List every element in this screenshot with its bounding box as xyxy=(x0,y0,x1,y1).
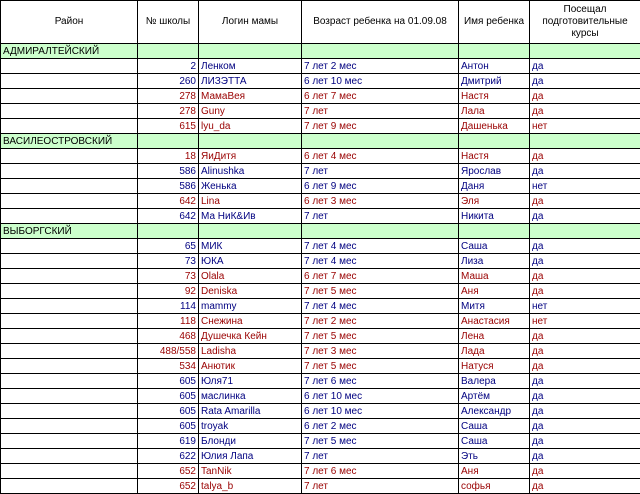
mother-login: Юля71 xyxy=(199,374,302,389)
district-cell xyxy=(1,254,138,269)
courses-attended: да xyxy=(530,434,640,449)
child-age: 6 лет 3 мес xyxy=(302,194,459,209)
courses-attended: да xyxy=(530,89,640,104)
district-row xyxy=(1,224,640,239)
mother-login: ЛИЗЭТТА xyxy=(199,74,302,89)
courses-attended: нет xyxy=(530,119,640,134)
table-row xyxy=(1,299,640,314)
school-number: 468 xyxy=(138,329,199,344)
district-cell xyxy=(1,194,138,209)
school-number: 278 xyxy=(138,104,199,119)
district-cell xyxy=(1,149,138,164)
child-age: 6 лет 9 мес xyxy=(302,179,459,194)
mother-login: Ленком xyxy=(199,59,302,74)
district-empty-cell xyxy=(302,44,459,59)
courses-attended: да xyxy=(530,254,640,269)
header-district: Район xyxy=(1,1,138,44)
district-cell xyxy=(1,74,138,89)
mother-login: Снежина xyxy=(199,314,302,329)
child-name: Артём xyxy=(459,389,530,404)
courses-attended: да xyxy=(530,464,640,479)
courses-attended: нет xyxy=(530,314,640,329)
school-number: 605 xyxy=(138,374,199,389)
child-name: Даня xyxy=(459,179,530,194)
child-name: Настя xyxy=(459,149,530,164)
table-row xyxy=(1,254,640,269)
child-age: 7 лет 4 мес xyxy=(302,239,459,254)
district-row xyxy=(1,134,640,149)
child-name: Саша xyxy=(459,419,530,434)
school-number: 73 xyxy=(138,254,199,269)
table-body xyxy=(1,44,640,494)
courses-attended: да xyxy=(530,164,640,179)
school-number: 586 xyxy=(138,164,199,179)
district-empty-cell xyxy=(459,134,530,149)
child-name: Дашенька xyxy=(459,119,530,134)
child-age: 7 лет 9 мес xyxy=(302,119,459,134)
child-name: Ярослав xyxy=(459,164,530,179)
school-number: 260 xyxy=(138,74,199,89)
district-cell xyxy=(1,269,138,284)
district-cell xyxy=(1,404,138,419)
header-school: № школы xyxy=(138,1,199,44)
table-row xyxy=(1,314,640,329)
district-cell xyxy=(1,59,138,74)
district-empty-cell xyxy=(138,44,199,59)
table-row xyxy=(1,329,640,344)
child-age: 7 лет xyxy=(302,104,459,119)
mother-login: Ма НиК&Ив xyxy=(199,209,302,224)
courses-attended: да xyxy=(530,104,640,119)
table-row xyxy=(1,449,640,464)
school-number: 615 xyxy=(138,119,199,134)
school-number: 534 xyxy=(138,359,199,374)
district-empty-cell xyxy=(138,134,199,149)
district-cell xyxy=(1,449,138,464)
table-row xyxy=(1,104,640,119)
child-name: софья xyxy=(459,479,530,494)
courses-attended: да xyxy=(530,209,640,224)
district-empty-cell xyxy=(459,44,530,59)
child-name: Натуся xyxy=(459,359,530,374)
table-row xyxy=(1,344,640,359)
district-empty-cell xyxy=(530,44,640,59)
mother-login: Женька xyxy=(199,179,302,194)
school-number: 652 xyxy=(138,479,199,494)
table-row xyxy=(1,89,640,104)
district-cell xyxy=(1,314,138,329)
header-child: Имя ребенка xyxy=(459,1,530,44)
child-age: 7 лет 3 мес xyxy=(302,344,459,359)
child-name: Анастасия xyxy=(459,314,530,329)
district-empty-cell xyxy=(199,134,302,149)
child-name: Эля xyxy=(459,194,530,209)
header-courses: Посещал подготовительные курсы xyxy=(530,1,640,44)
school-number: 605 xyxy=(138,404,199,419)
district-empty-cell xyxy=(302,134,459,149)
district-cell xyxy=(1,329,138,344)
child-age: 7 лет xyxy=(302,449,459,464)
child-age: 7 лет 5 мес xyxy=(302,329,459,344)
school-number: 92 xyxy=(138,284,199,299)
child-age: 6 лет 10 мес xyxy=(302,404,459,419)
table-row xyxy=(1,164,640,179)
district-empty-cell xyxy=(530,224,640,239)
mother-login: Ladisha xyxy=(199,344,302,359)
child-name: Митя xyxy=(459,299,530,314)
table-row xyxy=(1,149,640,164)
child-age: 7 лет xyxy=(302,164,459,179)
child-age: 6 лет 10 мес xyxy=(302,74,459,89)
district-cell xyxy=(1,344,138,359)
child-age: 7 лет 5 мес xyxy=(302,359,459,374)
school-number: 605 xyxy=(138,389,199,404)
child-age: 7 лет 5 мес xyxy=(302,434,459,449)
courses-attended: да xyxy=(530,344,640,359)
table-row xyxy=(1,269,640,284)
mother-login: Блонди xyxy=(199,434,302,449)
courses-attended: да xyxy=(530,479,640,494)
district-name: ВАСИЛЕОСТРОВСКИЙ xyxy=(1,134,138,149)
courses-attended: да xyxy=(530,404,640,419)
table-row xyxy=(1,389,640,404)
district-cell xyxy=(1,284,138,299)
district-cell xyxy=(1,104,138,119)
mother-login: Olala xyxy=(199,269,302,284)
school-number: 2 xyxy=(138,59,199,74)
header-age: Возраст ребенка на 01.09.08 xyxy=(302,1,459,44)
child-name: Александр xyxy=(459,404,530,419)
district-cell xyxy=(1,179,138,194)
district-cell xyxy=(1,164,138,179)
courses-attended: да xyxy=(530,449,640,464)
courses-attended: да xyxy=(530,149,640,164)
district-cell xyxy=(1,419,138,434)
district-empty-cell xyxy=(530,134,640,149)
child-name: Аня xyxy=(459,464,530,479)
district-cell xyxy=(1,209,138,224)
district-cell xyxy=(1,389,138,404)
table-row xyxy=(1,284,640,299)
district-name: ВЫБОРГСКИЙ xyxy=(1,224,138,239)
district-empty-cell xyxy=(459,224,530,239)
table-row xyxy=(1,404,640,419)
school-number: 18 xyxy=(138,149,199,164)
school-number: 586 xyxy=(138,179,199,194)
child-name: Настя xyxy=(459,89,530,104)
district-cell xyxy=(1,479,138,494)
district-empty-cell xyxy=(199,224,302,239)
courses-attended: да xyxy=(530,194,640,209)
courses-attended: да xyxy=(530,239,640,254)
mother-login: Анютик xyxy=(199,359,302,374)
district-cell xyxy=(1,239,138,254)
district-empty-cell xyxy=(138,224,199,239)
courses-attended: да xyxy=(530,359,640,374)
district-cell xyxy=(1,374,138,389)
child-age: 6 лет 7 мес xyxy=(302,89,459,104)
district-cell xyxy=(1,434,138,449)
child-name: Саша xyxy=(459,434,530,449)
courses-attended: да xyxy=(530,374,640,389)
mother-login: МамаВея xyxy=(199,89,302,104)
school-number: 605 xyxy=(138,419,199,434)
child-age: 6 лет 2 мес xyxy=(302,419,459,434)
mother-login: Alinushka xyxy=(199,164,302,179)
child-name: Эть xyxy=(459,449,530,464)
child-name: Лена xyxy=(459,329,530,344)
table-row xyxy=(1,74,640,89)
child-age: 7 лет 5 мес xyxy=(302,284,459,299)
mother-login: маслинка xyxy=(199,389,302,404)
school-number: 73 xyxy=(138,269,199,284)
child-age: 7 лет 6 мес xyxy=(302,374,459,389)
school-number: 114 xyxy=(138,299,199,314)
child-name: Лада xyxy=(459,344,530,359)
school-number: 118 xyxy=(138,314,199,329)
child-name: Лала xyxy=(459,104,530,119)
mother-login: Юлия Лапа xyxy=(199,449,302,464)
district-cell xyxy=(1,119,138,134)
table-row xyxy=(1,359,640,374)
table-row xyxy=(1,419,640,434)
child-age: 7 лет xyxy=(302,479,459,494)
header-row xyxy=(1,1,640,44)
child-name: Аня xyxy=(459,284,530,299)
table-row xyxy=(1,59,640,74)
district-empty-cell xyxy=(302,224,459,239)
child-name: Саша xyxy=(459,239,530,254)
courses-attended: да xyxy=(530,269,640,284)
table-row xyxy=(1,374,640,389)
district-cell xyxy=(1,464,138,479)
mother-login: Душечка Кейн xyxy=(199,329,302,344)
mother-login: Lina xyxy=(199,194,302,209)
district-cell xyxy=(1,89,138,104)
header-login: Логин мамы xyxy=(199,1,302,44)
courses-attended: да xyxy=(530,74,640,89)
district-cell xyxy=(1,359,138,374)
courses-attended: нет xyxy=(530,179,640,194)
mother-login: talya_b xyxy=(199,479,302,494)
table-row xyxy=(1,239,640,254)
table-row xyxy=(1,119,640,134)
child-age: 6 лет 4 мес xyxy=(302,149,459,164)
district-row xyxy=(1,44,640,59)
child-name: Маша xyxy=(459,269,530,284)
mother-login: TanNik xyxy=(199,464,302,479)
child-name: Дмитрий xyxy=(459,74,530,89)
school-number: 488/558 xyxy=(138,344,199,359)
mother-login: Guny xyxy=(199,104,302,119)
mother-login: Rata Amarilla xyxy=(199,404,302,419)
child-name: Никита xyxy=(459,209,530,224)
school-number: 652 xyxy=(138,464,199,479)
child-age: 7 лет 2 мес xyxy=(302,314,459,329)
child-name: Лиза xyxy=(459,254,530,269)
courses-attended: да xyxy=(530,59,640,74)
child-age: 6 лет 7 мес xyxy=(302,269,459,284)
child-name: Валера xyxy=(459,374,530,389)
courses-attended: да xyxy=(530,419,640,434)
table-row xyxy=(1,209,640,224)
mother-login: МИК xyxy=(199,239,302,254)
mother-login: ЮКА xyxy=(199,254,302,269)
courses-attended: да xyxy=(530,329,640,344)
courses-attended: да xyxy=(530,389,640,404)
school-number: 642 xyxy=(138,194,199,209)
table-row xyxy=(1,179,640,194)
school-number: 619 xyxy=(138,434,199,449)
child-age: 7 лет 2 мес xyxy=(302,59,459,74)
mother-login: troyak xyxy=(199,419,302,434)
mother-login: lyu_da xyxy=(199,119,302,134)
district-cell xyxy=(1,299,138,314)
school-number: 622 xyxy=(138,449,199,464)
courses-attended: нет xyxy=(530,299,640,314)
child-age: 7 лет 4 мес xyxy=(302,254,459,269)
school-number: 278 xyxy=(138,89,199,104)
mother-login: mammy xyxy=(199,299,302,314)
table-row xyxy=(1,434,640,449)
school-number: 642 xyxy=(138,209,199,224)
district-empty-cell xyxy=(199,44,302,59)
table-row xyxy=(1,479,640,494)
district-name: АДМИРАЛТЕЙСКИЙ xyxy=(1,44,138,59)
child-name: Антон xyxy=(459,59,530,74)
child-age: 7 лет 6 мес xyxy=(302,464,459,479)
child-age: 7 лет 4 мес xyxy=(302,299,459,314)
mother-login: Deniska xyxy=(199,284,302,299)
child-age: 7 лет xyxy=(302,209,459,224)
mother-login: ЯиДитя xyxy=(199,149,302,164)
courses-attended: да xyxy=(530,284,640,299)
table-row xyxy=(1,194,640,209)
table-row xyxy=(1,464,640,479)
child-age: 6 лет 10 мес xyxy=(302,389,459,404)
school-number: 65 xyxy=(138,239,199,254)
